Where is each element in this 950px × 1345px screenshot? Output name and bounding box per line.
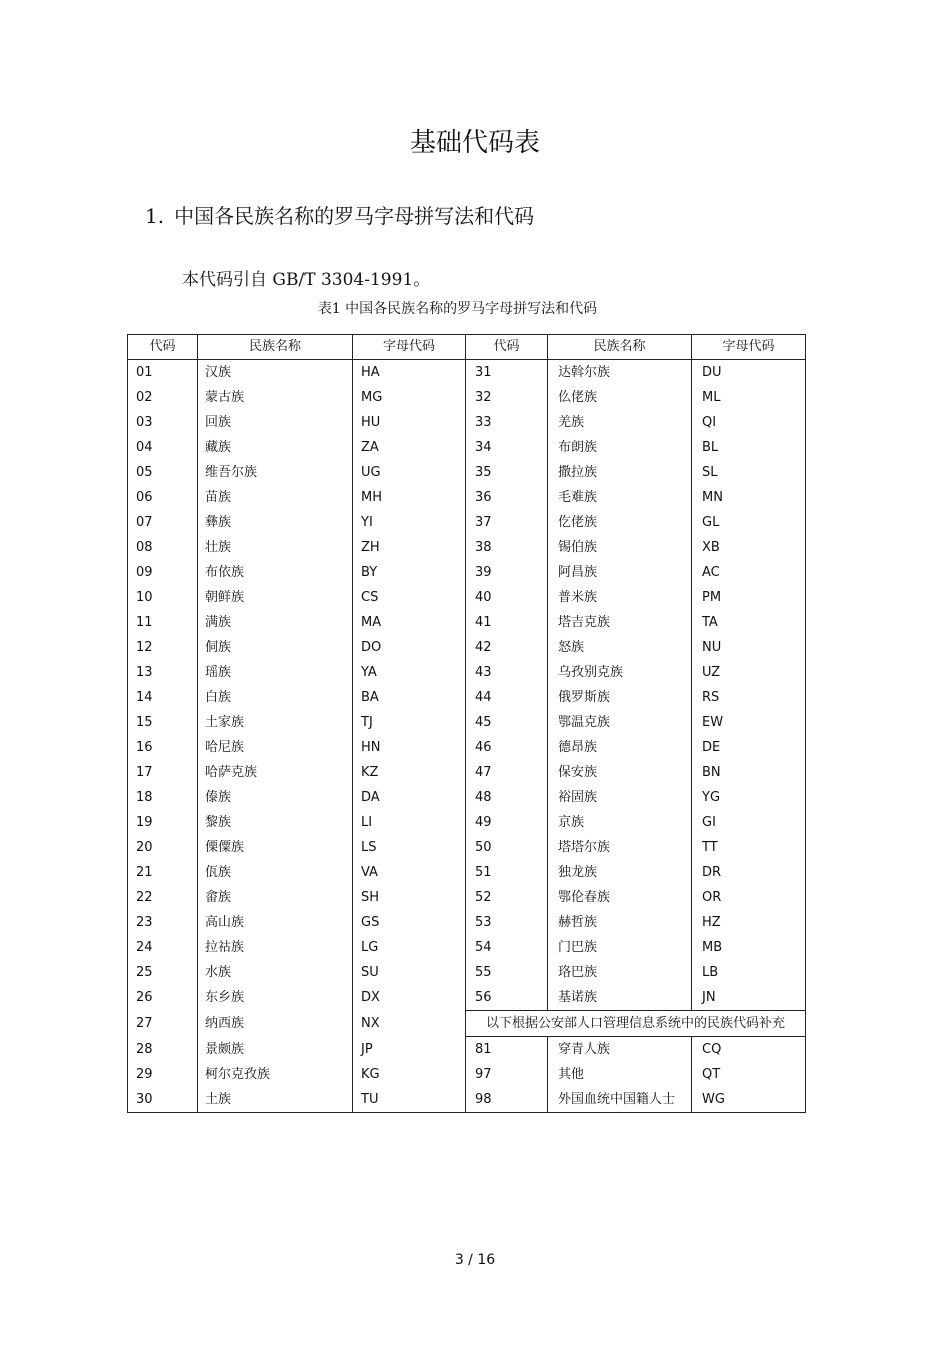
- cell-letter-code-2: PM: [692, 585, 806, 610]
- cell-code: 18: [128, 785, 198, 810]
- cell-code: 17: [128, 760, 198, 785]
- cell-name: 黎族: [198, 810, 353, 835]
- cell-code: 22: [128, 885, 198, 910]
- cell-letter-code: LS: [353, 835, 466, 860]
- cell-code-2: 52: [466, 885, 548, 910]
- page-number: 3 / 16: [454, 1252, 496, 1268]
- cell-letter-code: ZA: [353, 435, 466, 460]
- table-row: [128, 1011, 806, 1037]
- cell-letter-code-2: XB: [692, 535, 806, 560]
- cell-letter-code: KZ: [353, 760, 466, 785]
- cell-letter-code-2: AC: [692, 560, 806, 585]
- table-row: [128, 360, 806, 386]
- cell-letter-code: SH: [353, 885, 466, 910]
- table-row: [128, 1062, 806, 1087]
- cell-code-2: 53: [466, 910, 548, 935]
- table-row: [128, 960, 806, 985]
- cell-name-2: 鄂伦春族: [548, 885, 692, 910]
- cell-name-2: 毛难族: [548, 485, 692, 510]
- cell-name: 藏族: [198, 435, 353, 460]
- cell-name-2: 独龙族: [548, 860, 692, 885]
- table-row: [128, 610, 806, 635]
- cell-code-2: 43: [466, 660, 548, 685]
- cell-letter-code-2: QI: [692, 410, 806, 435]
- header-name: 民族名称: [198, 335, 353, 360]
- cell-name-2: 羌族: [548, 410, 692, 435]
- cell-name-2: 其他: [548, 1062, 692, 1087]
- table-row: [128, 935, 806, 960]
- section-heading: [145, 200, 534, 229]
- cell-name-2: 珞巴族: [548, 960, 692, 985]
- cell-letter-code-2: TT: [692, 835, 806, 860]
- cell-code-2: 41: [466, 610, 548, 635]
- cell-name: 纳西族: [198, 1011, 353, 1037]
- cell-code-2: 38: [466, 535, 548, 560]
- cell-letter-code: MH: [353, 485, 466, 510]
- cell-letter-code: TU: [353, 1087, 466, 1113]
- cell-letter-code-2: OR: [692, 885, 806, 910]
- cell-name: 哈尼族: [198, 735, 353, 760]
- cell-name-2: 穿青人族: [548, 1037, 692, 1063]
- table-row: [128, 460, 806, 485]
- header-letter-code-2: 字母代码: [692, 335, 806, 360]
- cell-name-2: 怒族: [548, 635, 692, 660]
- cell-letter-code: DX: [353, 985, 466, 1011]
- table-row: [128, 410, 806, 435]
- cell-letter-code: MA: [353, 610, 466, 635]
- cell-name: 东乡族: [198, 985, 353, 1011]
- cell-letter-code: BA: [353, 685, 466, 710]
- cell-name: 景颇族: [198, 1037, 353, 1063]
- cell-code-2: 48: [466, 785, 548, 810]
- cell-letter-code-2: GI: [692, 810, 806, 835]
- cell-letter-code-2: WG: [692, 1087, 806, 1113]
- cell-name: 土家族: [198, 710, 353, 735]
- cell-name: 侗族: [198, 635, 353, 660]
- cell-letter-code-2: JN: [692, 985, 806, 1011]
- cell-code: 16: [128, 735, 198, 760]
- cell-letter-code: HN: [353, 735, 466, 760]
- cell-name: 彝族: [198, 510, 353, 535]
- cell-name: 苗族: [198, 485, 353, 510]
- cell-code: 25: [128, 960, 198, 985]
- cell-code: 06: [128, 485, 198, 510]
- cell-code-2: 32: [466, 385, 548, 410]
- cell-code: 26: [128, 985, 198, 1011]
- table-row: [128, 785, 806, 810]
- cell-letter-code-2: RS: [692, 685, 806, 710]
- cell-letter-code: JP: [353, 1037, 466, 1063]
- cell-letter-code-2: ML: [692, 385, 806, 410]
- cell-name-2: 裕固族: [548, 785, 692, 810]
- cell-name: 满族: [198, 610, 353, 635]
- cell-name-2: 塔吉克族: [548, 610, 692, 635]
- cell-letter-code-2: TA: [692, 610, 806, 635]
- cell-code-2: 97: [466, 1062, 548, 1087]
- cell-code: 19: [128, 810, 198, 835]
- cell-code: 27: [128, 1011, 198, 1037]
- table-row: [128, 760, 806, 785]
- cell-name: 白族: [198, 685, 353, 710]
- cell-code-2: 54: [466, 935, 548, 960]
- cell-letter-code: DO: [353, 635, 466, 660]
- cell-code-2: 55: [466, 960, 548, 985]
- header-name-2: 民族名称: [548, 335, 692, 360]
- table-row: [128, 735, 806, 760]
- cell-name: 布依族: [198, 560, 353, 585]
- cell-code-2: 31: [466, 360, 548, 386]
- cell-name-2: 塔塔尔族: [548, 835, 692, 860]
- cell-code: 03: [128, 410, 198, 435]
- cell-letter-code: YA: [353, 660, 466, 685]
- cell-letter-code: UG: [353, 460, 466, 485]
- cell-name: 傈僳族: [198, 835, 353, 860]
- header-code-2: 代码: [466, 335, 548, 360]
- cell-name-2: 普米族: [548, 585, 692, 610]
- cell-code-2: 35: [466, 460, 548, 485]
- cell-code: 21: [128, 860, 198, 885]
- cell-code: 04: [128, 435, 198, 460]
- cell-name: 土族: [198, 1087, 353, 1113]
- cell-name-2: 锡伯族: [548, 535, 692, 560]
- table-row: [128, 985, 806, 1011]
- cell-code: 15: [128, 710, 198, 735]
- cell-letter-code-2: GL: [692, 510, 806, 535]
- cell-letter-code-2: DU: [692, 360, 806, 386]
- cell-name: 傣族: [198, 785, 353, 810]
- cell-letter-code-2: NU: [692, 635, 806, 660]
- table-row: [128, 685, 806, 710]
- cell-code-2: 36: [466, 485, 548, 510]
- cell-letter-code: DA: [353, 785, 466, 810]
- cell-code-2: 56: [466, 985, 548, 1011]
- cell-code-2: 44: [466, 685, 548, 710]
- cell-letter-code-2: LB: [692, 960, 806, 985]
- table-body: [128, 360, 806, 1113]
- ethnic-code-table: [127, 334, 806, 1113]
- cell-letter-code: LI: [353, 810, 466, 835]
- cell-letter-code-2: BN: [692, 760, 806, 785]
- cell-name: 水族: [198, 960, 353, 985]
- cell-code: 29: [128, 1062, 198, 1087]
- cell-name-2: 基诺族: [548, 985, 692, 1011]
- table-row: [128, 385, 806, 410]
- cell-name-2: 阿昌族: [548, 560, 692, 585]
- table-row: [128, 1087, 806, 1113]
- cell-letter-code-2: YG: [692, 785, 806, 810]
- cell-code: 07: [128, 510, 198, 535]
- cell-letter-code-2: EW: [692, 710, 806, 735]
- cell-letter-code: NX: [353, 1011, 466, 1037]
- cell-name: 高山族: [198, 910, 353, 935]
- table-row: [128, 660, 806, 685]
- cell-name: 柯尔克孜族: [198, 1062, 353, 1087]
- cell-letter-code-2: BL: [692, 435, 806, 460]
- cell-code-2: 39: [466, 560, 548, 585]
- cell-name-2: 德昂族: [548, 735, 692, 760]
- cell-code-2: 98: [466, 1087, 548, 1113]
- cell-letter-code-2: CQ: [692, 1037, 806, 1063]
- cell-code-2: 81: [466, 1037, 548, 1063]
- cell-code-2: 51: [466, 860, 548, 885]
- cell-name: 畲族: [198, 885, 353, 910]
- cell-name-2: 仫佬族: [548, 385, 692, 410]
- cell-code: 14: [128, 685, 198, 710]
- cell-code-2: 49: [466, 810, 548, 835]
- cell-name: 壮族: [198, 535, 353, 560]
- section-number: 1.: [145, 204, 165, 228]
- cell-letter-code: TJ: [353, 710, 466, 735]
- cell-code-2: 46: [466, 735, 548, 760]
- cell-code: 10: [128, 585, 198, 610]
- cell-name: 哈萨克族: [198, 760, 353, 785]
- cell-name: 回族: [198, 410, 353, 435]
- cell-code-2: 37: [466, 510, 548, 535]
- cell-letter-code-2: HZ: [692, 910, 806, 935]
- cell-name: 汉族: [198, 360, 353, 386]
- cell-name: 佤族: [198, 860, 353, 885]
- cell-name-2: 外国血统中国籍人士: [548, 1087, 692, 1113]
- table-row: [128, 585, 806, 610]
- cell-letter-code: SU: [353, 960, 466, 985]
- table-row: [128, 835, 806, 860]
- cell-code: 28: [128, 1037, 198, 1063]
- cell-name-2: 撒拉族: [548, 460, 692, 485]
- header-code: 代码: [128, 335, 198, 360]
- cell-code: 20: [128, 835, 198, 860]
- table-row: [128, 1037, 806, 1063]
- cell-code: 23: [128, 910, 198, 935]
- table-row: [128, 910, 806, 935]
- cell-code-2: 33: [466, 410, 548, 435]
- table-header-row: [128, 335, 806, 360]
- cell-name-2: 京族: [548, 810, 692, 835]
- cell-letter-code: HA: [353, 360, 466, 386]
- cell-letter-code-2: DE: [692, 735, 806, 760]
- cell-code-2: 45: [466, 710, 548, 735]
- cell-code-2: 42: [466, 635, 548, 660]
- section-title: 中国各民族名称的罗马字母拼写法和代码: [174, 204, 535, 228]
- cell-code: 12: [128, 635, 198, 660]
- cell-name-2: 门巴族: [548, 935, 692, 960]
- supplement-note-cell: 以下根据公安部人口管理信息系统中的民族代码补充: [466, 1011, 806, 1037]
- cell-name-2: 俄罗斯族: [548, 685, 692, 710]
- cell-letter-code: YI: [353, 510, 466, 535]
- header-letter-code: 字母代码: [353, 335, 466, 360]
- cell-letter-code: BY: [353, 560, 466, 585]
- cell-code: 13: [128, 660, 198, 685]
- table-row: [128, 485, 806, 510]
- cell-name-2: 仡佬族: [548, 510, 692, 535]
- cell-letter-code: GS: [353, 910, 466, 935]
- table-row: [128, 710, 806, 735]
- cell-name: 瑶族: [198, 660, 353, 685]
- source-note: 本代码引自 GB/T 3304-1991。: [182, 270, 431, 290]
- cell-code: 05: [128, 460, 198, 485]
- cell-name: 朝鲜族: [198, 585, 353, 610]
- cell-code-2: 47: [466, 760, 548, 785]
- cell-name-2: 布朗族: [548, 435, 692, 460]
- cell-code: 08: [128, 535, 198, 560]
- table-row: [128, 885, 806, 910]
- table-row: [128, 510, 806, 535]
- cell-code: 09: [128, 560, 198, 585]
- cell-name: 维吾尔族: [198, 460, 353, 485]
- cell-name-2: 乌孜别克族: [548, 660, 692, 685]
- table-caption: 表1 中国各民族名称的罗马字母拼写法和代码: [317, 301, 598, 317]
- cell-code-2: 34: [466, 435, 548, 460]
- cell-name: 蒙古族: [198, 385, 353, 410]
- table-row: [128, 435, 806, 460]
- table-row: [128, 535, 806, 560]
- table-row: [128, 810, 806, 835]
- cell-letter-code-2: SL: [692, 460, 806, 485]
- cell-letter-code: CS: [353, 585, 466, 610]
- cell-code: 30: [128, 1087, 198, 1113]
- cell-letter-code-2: QT: [692, 1062, 806, 1087]
- table-row: [128, 560, 806, 585]
- cell-letter-code-2: UZ: [692, 660, 806, 685]
- cell-name-2: 鄂温克族: [548, 710, 692, 735]
- cell-code-2: 40: [466, 585, 548, 610]
- cell-letter-code: VA: [353, 860, 466, 885]
- cell-letter-code: ZH: [353, 535, 466, 560]
- cell-name-2: 达斡尔族: [548, 360, 692, 386]
- cell-name: 拉祜族: [198, 935, 353, 960]
- cell-letter-code: HU: [353, 410, 466, 435]
- cell-code-2: 50: [466, 835, 548, 860]
- cell-name-2: 保安族: [548, 760, 692, 785]
- document-title: 基础代码表: [409, 128, 540, 158]
- table-row: [128, 635, 806, 660]
- cell-code: 24: [128, 935, 198, 960]
- cell-name-2: 赫哲族: [548, 910, 692, 935]
- cell-letter-code: KG: [353, 1062, 466, 1087]
- cell-letter-code: LG: [353, 935, 466, 960]
- cell-letter-code-2: DR: [692, 860, 806, 885]
- cell-letter-code: MG: [353, 385, 466, 410]
- cell-letter-code-2: MB: [692, 935, 806, 960]
- cell-code: 01: [128, 360, 198, 386]
- cell-code: 11: [128, 610, 198, 635]
- cell-letter-code-2: MN: [692, 485, 806, 510]
- table-row: [128, 860, 806, 885]
- cell-code: 02: [128, 385, 198, 410]
